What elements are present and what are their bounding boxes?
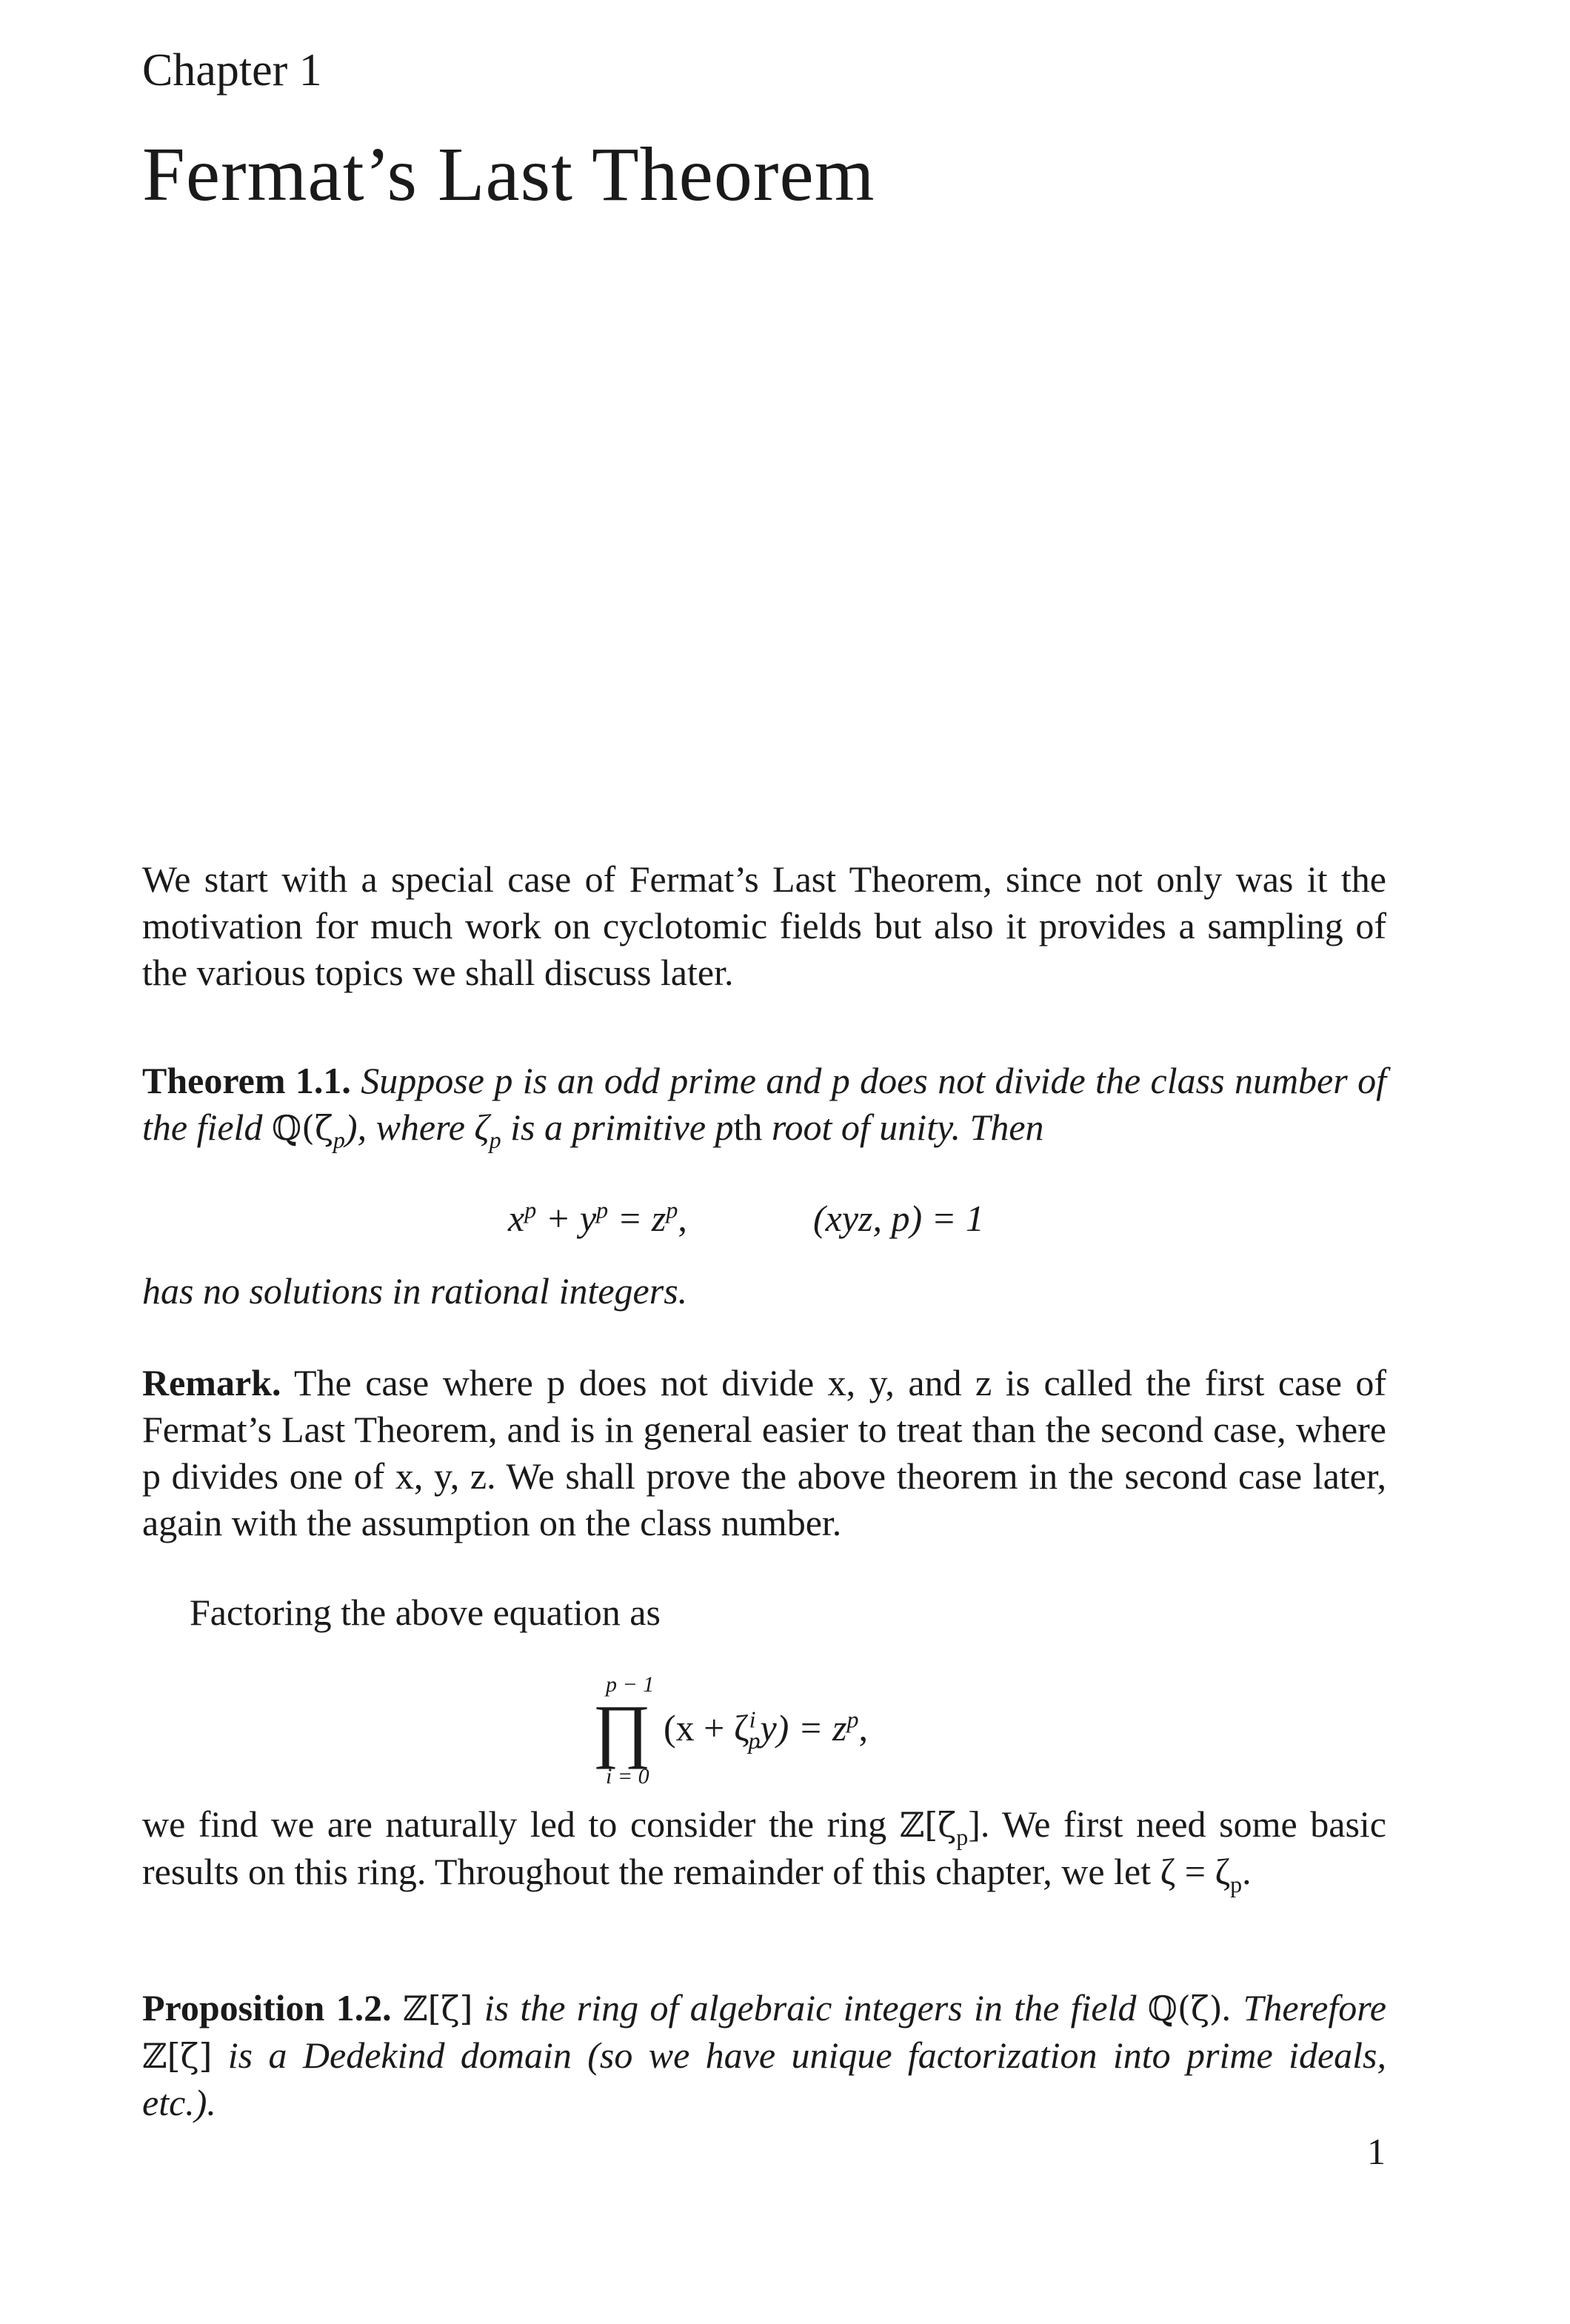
product-lower-limit: i = 0 bbox=[606, 1764, 649, 1789]
proposition-1-2: Proposition 1.2. ℤ[ζ] is the ring of algebraic integers in the field ℚ(ζ). Therefore ℤ[ζ] is a Dedekind domain (so we have unique factorization into prime ideals, etc.). bbox=[142, 1987, 1387, 2123]
page-number: 1 bbox=[1367, 2131, 1386, 2172]
factoring-lead: Factoring the above equation as bbox=[190, 1592, 661, 1633]
proposition-label: Proposition 1.2. bbox=[142, 1987, 392, 2029]
intro-paragraph: We start with a special case of Fermat’s Last Theorem, since not only was it the motivation for much work on cyclotomic fields but also it provides a sampling of the various topics we shall discuss later. bbox=[142, 858, 1386, 993]
ring-paragraph: we find we are naturally led to consider the ring $ℤ[\zeta_p]$. We first need some basic results on this ring. Throughout the remainder of this chapter, we let $\zeta = \zeta_p$. bbox=[142, 1803, 1386, 1897]
remark: Remark. The case where p does not divide x, y, and z is called the first case of Fermat’s Last Theorem, and is in general easier to treat than the second case, where p divides one of x, y, z. We shall prove the above theorem in the second case later, again with the assumption on the class number. bbox=[142, 1362, 1386, 1543]
product-symbol: ∏ bbox=[592, 1690, 652, 1769]
coprime-condition: (xyz, p) = 1 bbox=[813, 1198, 984, 1239]
product-upper-limit: p − 1 bbox=[606, 1672, 655, 1697]
remark-label: Remark. bbox=[142, 1362, 281, 1403]
theorem-1-1: Theorem 1.1. Suppose p is an odd prime and p does not divide the class number of the field $ℚ(\zeta_p)$, where $\zeta_p$ is a primitive pth root of unity. Then bbox=[142, 1060, 1386, 1153]
chapter-label: Chapter 1 bbox=[142, 45, 322, 96]
theorem-label: Theorem 1.1. bbox=[142, 1060, 351, 1101]
fermat-equation: $x^p + y^p = z^p$, bbox=[508, 1196, 687, 1239]
chapter-title: Fermat’s Last Theorem bbox=[142, 132, 875, 217]
theorem-conclusion: has no solutions in rational integers. bbox=[142, 1270, 688, 1312]
product-expression: $(x + \zeta^i_py) = z^p$, bbox=[664, 1706, 868, 1754]
